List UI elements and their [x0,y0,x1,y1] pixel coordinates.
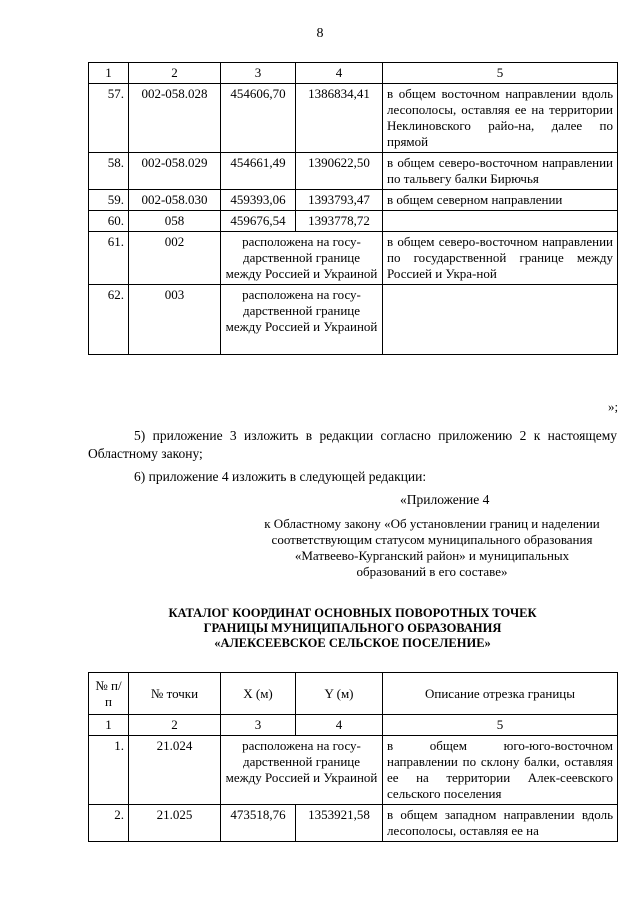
y-coordinate: 1386834,41 [296,84,383,153]
table-header-number-row [89,715,618,736]
point-location-note: расположена на госу-дарственной границе между Россией и Украиной [221,285,383,355]
x-coordinate: 473518,76 [221,805,296,842]
header-cell: 2 [129,63,221,84]
table-header-row [89,673,618,715]
segment-description: в общем северном направлении [383,190,618,211]
point-id: 21.025 [129,805,221,842]
row-number: 2. [89,805,129,842]
point-id: 058 [129,211,221,232]
header-cell: 5 [383,715,618,736]
catalog-title [88,606,617,651]
point-id: 002-058.028 [129,84,221,153]
header-cell: 5 [383,63,618,84]
header-cell: 2 [129,715,221,736]
row-number: 58. [89,153,129,190]
header-cell-x: X (м) [221,673,296,715]
x-coordinate: 454661,49 [221,153,296,190]
paragraph-6: 6) приложение 4 изложить в следующей редакции: [134,469,427,484]
header-cell-description: Описание отрезка границы [383,673,618,715]
table-row [89,153,618,190]
segment-description [383,285,618,355]
point-id: 002-058.030 [129,190,221,211]
row-number: 1. [89,736,129,805]
point-location-note: расположена на госу-дарственной границе между Россией и Украиной [221,232,383,285]
y-coordinate: 1393778,72 [296,211,383,232]
table-row [89,736,618,805]
row-number: 61. [89,232,129,285]
segment-description: в общем северо-восточном направлении по тальвегу балки Бирючья [383,153,618,190]
header-cell: 3 [221,715,296,736]
y-coordinate: 1393793,47 [296,190,383,211]
appendix-title: «Приложение 4 [400,492,490,507]
header-cell: 4 [296,715,383,736]
row-number: 62. [89,285,129,355]
table-row [89,211,618,232]
segment-description: в общем юго-юго-восточном направлении по склону балки, оставляя ее на территории Алек-сеевского сельского поселения [383,736,618,805]
coordinates-table-continuation [88,62,618,355]
header-cell-number: № п/п [89,673,129,715]
header-cell-y: Y (м) [296,673,383,715]
point-id: 003 [129,285,221,355]
header-cell-point: № точки [129,673,221,715]
table-row [89,285,618,355]
table-header-row [89,63,618,84]
segment-description: в общем северо-восточном направлении по государственной границе между Россией и Укра-ной [383,232,618,285]
page-number: 8 [316,26,324,41]
table-row [89,805,618,842]
paragraph-5: 5) приложение 3 изложить в редакции согласно приложению 2 к настоящему Областному закону; [88,428,617,461]
point-id: 002 [129,232,221,285]
header-cell: 1 [89,63,129,84]
alekseevskoe-coordinates-table [88,672,618,842]
point-id: 21.024 [129,736,221,805]
row-number: 60. [89,211,129,232]
x-coordinate: 459393,06 [221,190,296,211]
segment-description: в общем западном направлении вдоль лесополосы, оставляя ее на [383,805,618,842]
point-location-note: расположена на госу-дарственной границе между Россией и Украиной [221,736,383,805]
row-number: 57. [89,84,129,153]
header-cell: 4 [296,63,383,84]
table-row [89,84,618,153]
x-coordinate: 454606,70 [221,84,296,153]
catalog-title-line-2: ГРАНИЦЫ МУНИЦИПАЛЬНОГО ОБРАЗОВАНИЯ [203,621,502,635]
point-id: 002-058.029 [129,153,221,190]
header-cell: 1 [89,715,129,736]
y-coordinate: 1390622,50 [296,153,383,190]
segment-description: в общем восточном направлении вдоль лесополосы, оставляя ее на территории Неклиновского райо-на, далее по прямой [383,84,618,153]
y-coordinate: 1353921,58 [296,805,383,842]
segment-description [383,211,618,232]
header-cell: 3 [221,63,296,84]
table-row [89,232,618,285]
row-number: 59. [89,190,129,211]
x-coordinate: 459676,54 [221,211,296,232]
catalog-title-line-3: «АЛЕКСЕЕВСКОЕ СЕЛЬСКОЕ ПОСЕЛЕНИЕ» [214,636,491,650]
catalog-title-line-1: КАТАЛОГ КООРДИНАТ ОСНОВНЫХ ПОВОРОТНЫХ ТОЧЕК [168,606,537,620]
table-row [89,190,618,211]
appendix-description: к Областному закону «Об установлении границ и наделении соответствующим статусом муниципального образования «Матвеево-Курганский район» и муниципальных образований в его составе» [264,516,600,579]
closing-quote-mark: »; [608,399,619,414]
